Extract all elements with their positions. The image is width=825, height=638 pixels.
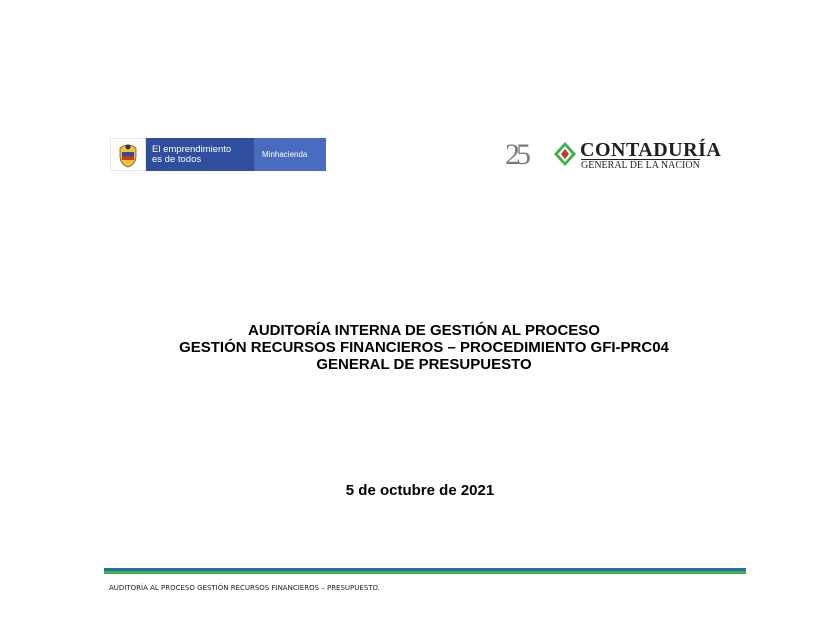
slogan-line2: es de todos bbox=[152, 153, 202, 165]
title-line2: GESTIÓN RECURSOS FINANCIEROS – PROCEDIMIENTO GFI-PRC04 bbox=[179, 339, 669, 356]
ministry-label: Minhacienda bbox=[254, 138, 326, 171]
slogan-line1: El emprendimiento bbox=[152, 143, 232, 155]
leaf-icon bbox=[553, 141, 577, 172]
title-line3: GENERAL DE PRESUPUESTO bbox=[316, 356, 532, 373]
document-title bbox=[100, 322, 748, 373]
contaduria-subtitle: GENERAL DE LA NACIÓN bbox=[581, 160, 700, 171]
footer-divider-green bbox=[104, 571, 746, 574]
slogan-block bbox=[146, 138, 254, 171]
contaduria-name: CONTADURÍA bbox=[580, 139, 722, 161]
document-date: 5 de octubre de 2021 bbox=[345, 482, 495, 499]
government-logo bbox=[110, 138, 326, 171]
anniversary-number: 25 bbox=[505, 138, 527, 171]
page-footer: AUDITORÍA AL PROCESO GESTIÓN RECURSOS FINANCIEROS – PRESUPUESTO. bbox=[109, 584, 380, 592]
coat-of-arms-icon bbox=[110, 138, 146, 171]
title-line1: AUDITORÍA INTERNA DE GESTIÓN AL PROCESO bbox=[248, 322, 600, 339]
contaduria-logo bbox=[505, 137, 722, 172]
